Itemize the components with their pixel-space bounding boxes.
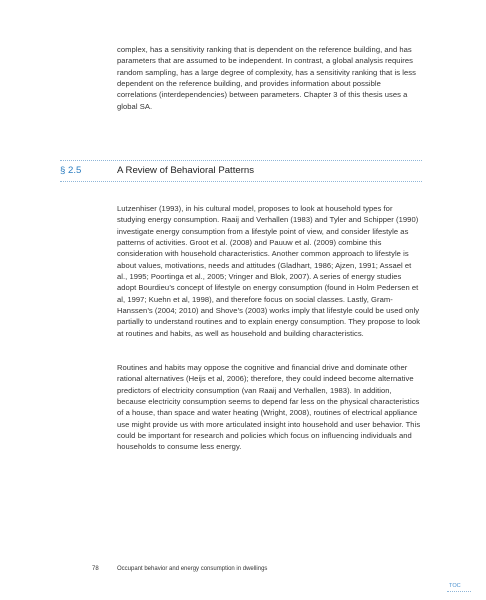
section-rule-bottom	[60, 181, 422, 182]
section-title: A Review of Behavioral Patterns	[117, 165, 255, 176]
page-number: 78	[92, 566, 99, 572]
toc-link-underline	[447, 591, 471, 592]
body-paragraph: Lutzenhiser (1993), in his cultural model, proposes to look at household types for studying energy consumption. Raaij and Verhallen (1983) and Tyler and Schipper (1990) investigate energy consumption from a lifestyle point of view, and consider lifestyle as patterns of activities. Groot et al. (2008) and Pauuw et al. (2009) combine this consideration with household characteristics. Another common approach to lifestyle is about values, motivations, needs and attitudes (Gladhart, 1986; Ajzen, 1991; Assael et al., 1995; Poortinga et al., 2005; Vringer and Blok, 2007). A series of energy studies adopt Bourdieu’s concept of lifestyle on energy consumption (found in Holm Pedersen et al, 1997; Kuehn et al, 1998), and therefore focus on social classes. Lastly, Gram-Hanssen’s (2004; 2010) and Shove’s (2003) works imply that lifestyle could be used only partially to understand routines and to explain energy consumption. They propose to look at routines and habits, as well as household and building characteristics.	[117, 204, 421, 338]
section-number: § 2.5	[60, 165, 82, 176]
running-title: Occupant behavior and energy consumption in dwellings	[117, 566, 268, 572]
section-heading	[60, 164, 422, 178]
intro-paragraph: complex, has a sensitivity ranking that is dependent on the reference building, and has parameters that are assumed to be independent. In contrast, a global analysis requires random sampling, has a large degree of complexity, has a sensitivity ranking that is less dependent on the reference building, and provides information about possible correlations (interdependencies) between parameters. Chapter 3 of this thesis uses a global SA.	[117, 45, 416, 111]
toc-link[interactable]: TOC	[449, 583, 461, 589]
section-rule-top	[60, 160, 422, 161]
body-paragraph: Routines and habits may oppose the cognitive and financial drive and dominate other rational alternatives (Heijs et al, 2006); therefore, they could indeed become alternative predictors of electricity consumption (van Raaij and Verhallen, 1983). In addition, because electricity consumption seems to depend far less on the physical characteristics of a house, than space and water heating (Wright, 2008), routines of electrical appliance use might provide us with more articulated insight into household and user behavior. This could be important for research and policies which focus on influencing individuals and households to consume less energy.	[117, 363, 421, 452]
